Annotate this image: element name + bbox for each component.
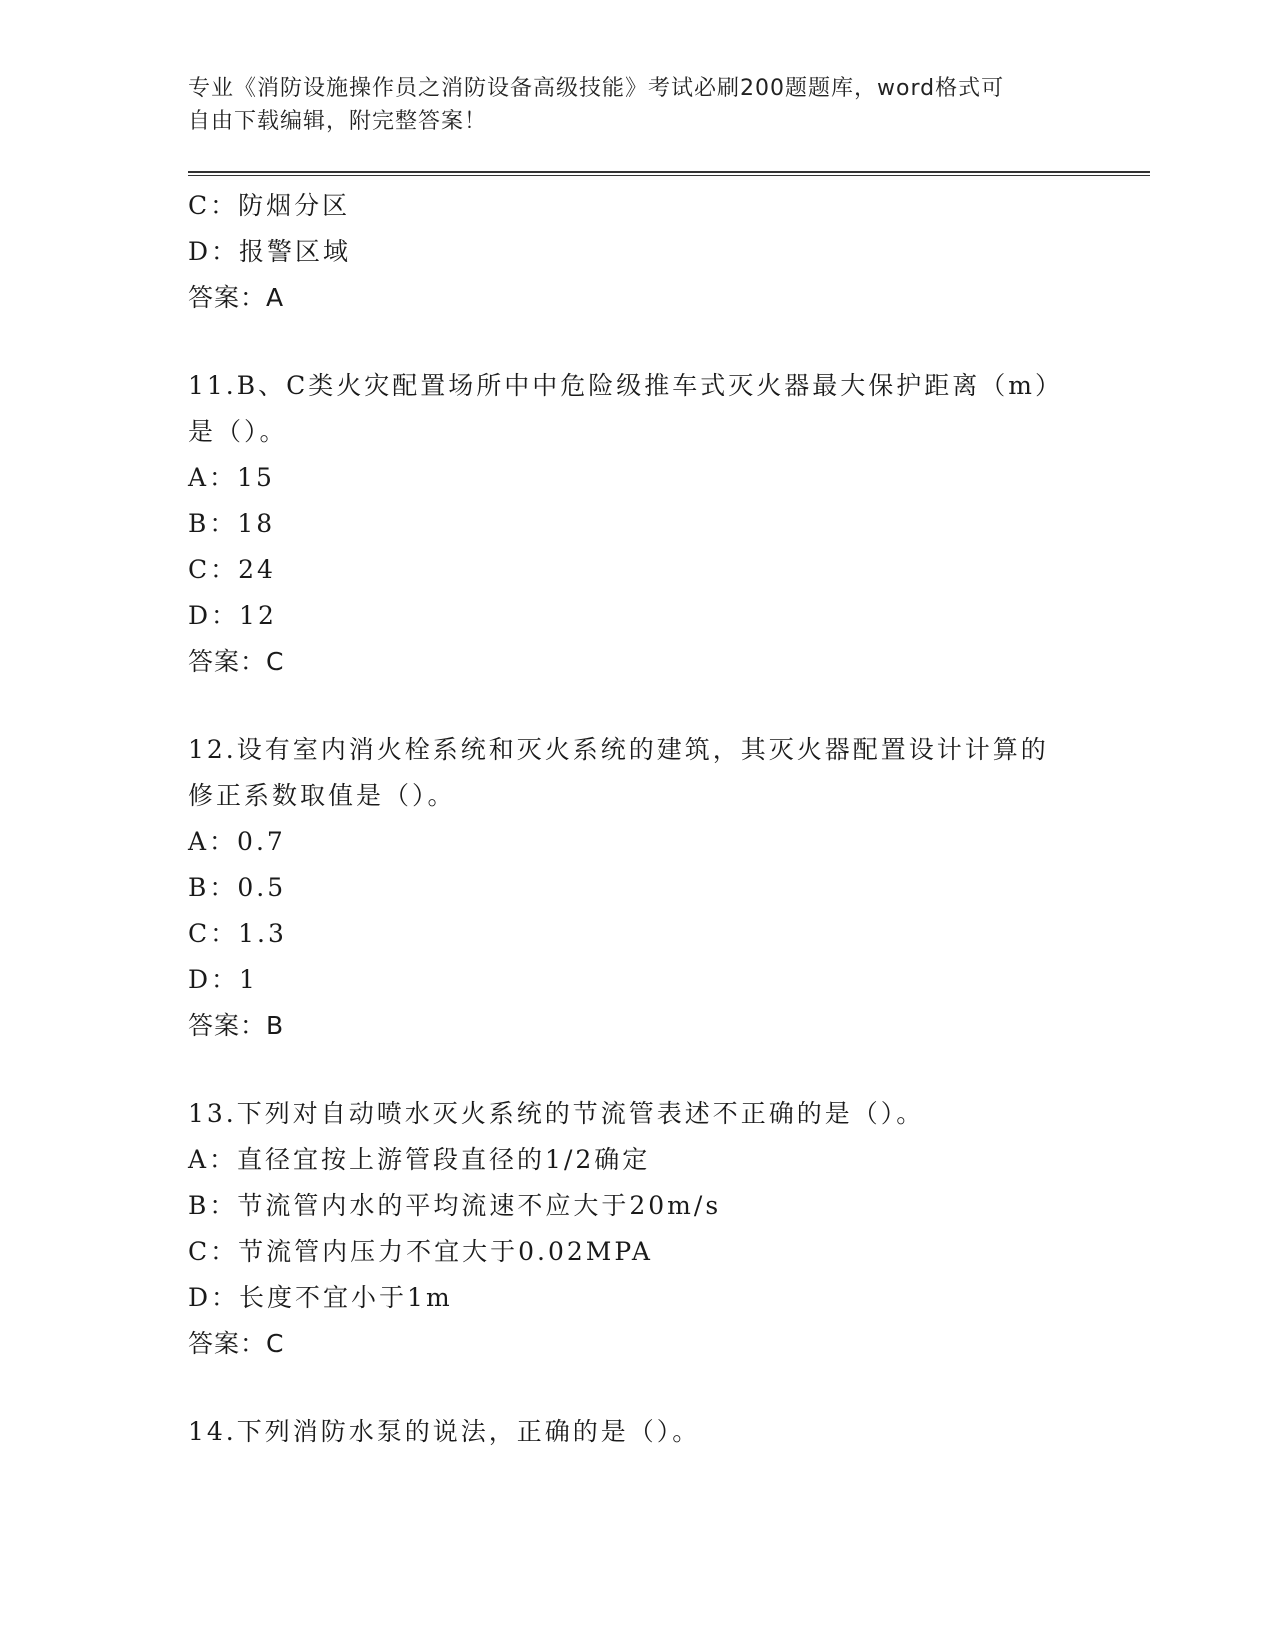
question-text bbox=[188, 1409, 1088, 1455]
question-text bbox=[188, 727, 1088, 819]
option-d: D：长度不宜小于1m bbox=[188, 1283, 453, 1312]
question-text bbox=[188, 363, 1088, 455]
option-a: A：直径宜按上游管段直径的1/2确定 bbox=[188, 1145, 651, 1174]
option-c: C：防烟分区 bbox=[188, 191, 351, 220]
option-c: C：1.3 bbox=[188, 919, 287, 948]
option-d: D：报警区域 bbox=[188, 237, 352, 266]
question-text-line-2: 修正系数取值是（）。 bbox=[188, 781, 456, 810]
option-a: A：15 bbox=[188, 463, 275, 492]
header-line-1: 专业《消防设施操作员之消防设备高级技能》考试必刷200题题库，word格式可 bbox=[188, 76, 1005, 101]
option-c: C：24 bbox=[188, 555, 276, 584]
document-page bbox=[188, 72, 1148, 1455]
option-c: C：节流管内压力不宜大于0.02MPA bbox=[188, 1237, 653, 1266]
answer-line: 答案：A bbox=[188, 283, 285, 312]
question-text-line-1: 14.下列消防水泵的说法，正确的是（）。 bbox=[188, 1417, 701, 1446]
question-text-line-1: 12.设有室内消火栓系统和灭火系统的建筑，其灭火器配置设计计算的 bbox=[188, 735, 1049, 764]
continued-question bbox=[188, 183, 1148, 321]
question-text-line-2: 是（）。 bbox=[188, 417, 288, 446]
question-11 bbox=[188, 363, 1148, 685]
option-b: B：节流管内水的平均流速不应大于20m/s bbox=[188, 1191, 722, 1220]
header-rule bbox=[188, 171, 1150, 176]
answer-line: 答案：C bbox=[188, 1329, 285, 1358]
option-a: A：0.7 bbox=[188, 827, 286, 856]
question-13 bbox=[188, 1091, 1148, 1367]
question-12 bbox=[188, 727, 1148, 1049]
answer-line: 答案：B bbox=[188, 1011, 285, 1040]
header-line-2: 自由下载编辑，附完整答案！ bbox=[188, 109, 488, 134]
option-b: B：18 bbox=[188, 509, 276, 538]
answer-line: 答案：C bbox=[188, 647, 285, 676]
question-text-line-1: 13.下列对自动喷水灭火系统的节流管表述不正确的是（）。 bbox=[188, 1099, 925, 1128]
question-text-line-1: 11.B、C类火灾配置场所中中危险级推车式灭火器最大保护距离（m） bbox=[188, 371, 1063, 400]
question-text bbox=[188, 1091, 1088, 1137]
option-d: D：1 bbox=[188, 965, 258, 994]
option-b: B：0.5 bbox=[188, 873, 287, 902]
document-header bbox=[188, 72, 1068, 138]
question-14 bbox=[188, 1409, 1148, 1455]
option-d: D：12 bbox=[188, 601, 277, 630]
